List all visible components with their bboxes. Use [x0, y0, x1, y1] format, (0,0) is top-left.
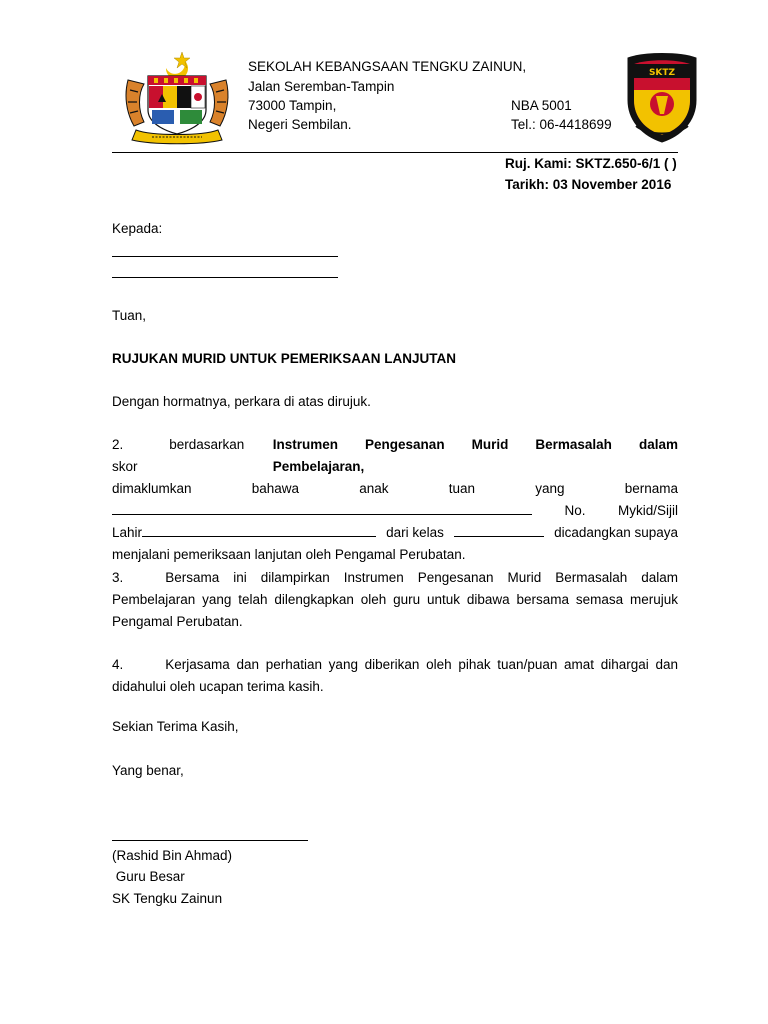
signature-line [112, 840, 308, 841]
paragraph-2-line-2: dimaklumkan bahawa anak tuan yang bernama [112, 481, 678, 496]
paragraph-3: 3. Bersama ini dilampirkan Instrumen Pengesanan Murid Bermasalah dalam Pembelajaran yang telah dilengkapkan oleh guru untuk dibawa bersama semasa merujuk Pengamal Perubatan. [112, 567, 678, 633]
paragraph-2-line-4: Lahir dari kelas dicadangkan supaya [112, 525, 678, 540]
recipient-label: Kepada: [112, 221, 163, 236]
paragraph-2-line-1: 2. berdasarkan skor Instrumen Pengesanan Murid Bermasalah dalam Pembelajaran, [112, 434, 678, 478]
paragraph-3-number: 3. [112, 570, 124, 585]
address-line-2: 73000 Tampin, [248, 98, 337, 113]
paragraph-4-number: 4. [112, 657, 124, 672]
closing-yang-benar: Yang benar, [112, 763, 184, 778]
recipient-blank-line-2 [112, 277, 338, 278]
paragraph-2-line-5: menjalani pemeriksaan lanjutan oleh Pengamal Perubatan. [112, 547, 466, 562]
letter-date: Tarikh: 03 November 2016 [505, 177, 672, 192]
nba-code: NBA 5001 [511, 98, 572, 113]
school-name: SEKOLAH KEBANGSAAN TENGKU ZAINUN, [248, 59, 527, 74]
badge-text: SKTZ [648, 68, 676, 78]
instrument-name: Instrumen Pengesanan Murid Bermasalah dalam Pembelajaran, [272, 437, 678, 474]
class-blank [454, 524, 544, 537]
paragraph-2-line-3: No. Mykid/Sijil [112, 500, 678, 522]
closing-sekian: Sekian Terima Kasih, [112, 719, 239, 734]
salutation: Tuan, [112, 308, 147, 323]
paragraph-2-number: 2. [112, 437, 124, 452]
telephone: Tel.: 06-4418699 [511, 117, 612, 132]
opening-sentence: Dengan hormatnya, perkara di atas dirujuk. [112, 394, 371, 409]
address-line-1: Jalan Seremban-Tampin [248, 79, 395, 94]
reference-number: Ruj. Kami: SKTZ.650-6/1 ( ) [505, 156, 677, 171]
signatory-name: (Rashid Bin Ahmad) [112, 848, 233, 863]
birth-cert-blank [142, 524, 376, 537]
signatory-title: Guru Besar [112, 869, 185, 884]
paragraph-4: 4. Kerjasama dan perhatian yang diberikan oleh pihak tuan/puan amat dihargai dan didahului oleh ucapan terima kasih. [112, 654, 678, 698]
coat-of-arms-logo [122, 50, 232, 145]
signatory-school: SK Tengku Zainun [112, 891, 223, 906]
letter-subject: RUJUKAN MURID UNTUK PEMERIKSAAN LANJUTAN [112, 351, 456, 366]
paragraph-2 [112, 434, 678, 566]
student-name-blank [112, 502, 532, 515]
header-divider [112, 152, 678, 153]
address-line-3: Negeri Sembilan. [248, 117, 352, 132]
school-badge-logo [624, 50, 700, 145]
recipient-blank-line-1 [112, 256, 338, 257]
